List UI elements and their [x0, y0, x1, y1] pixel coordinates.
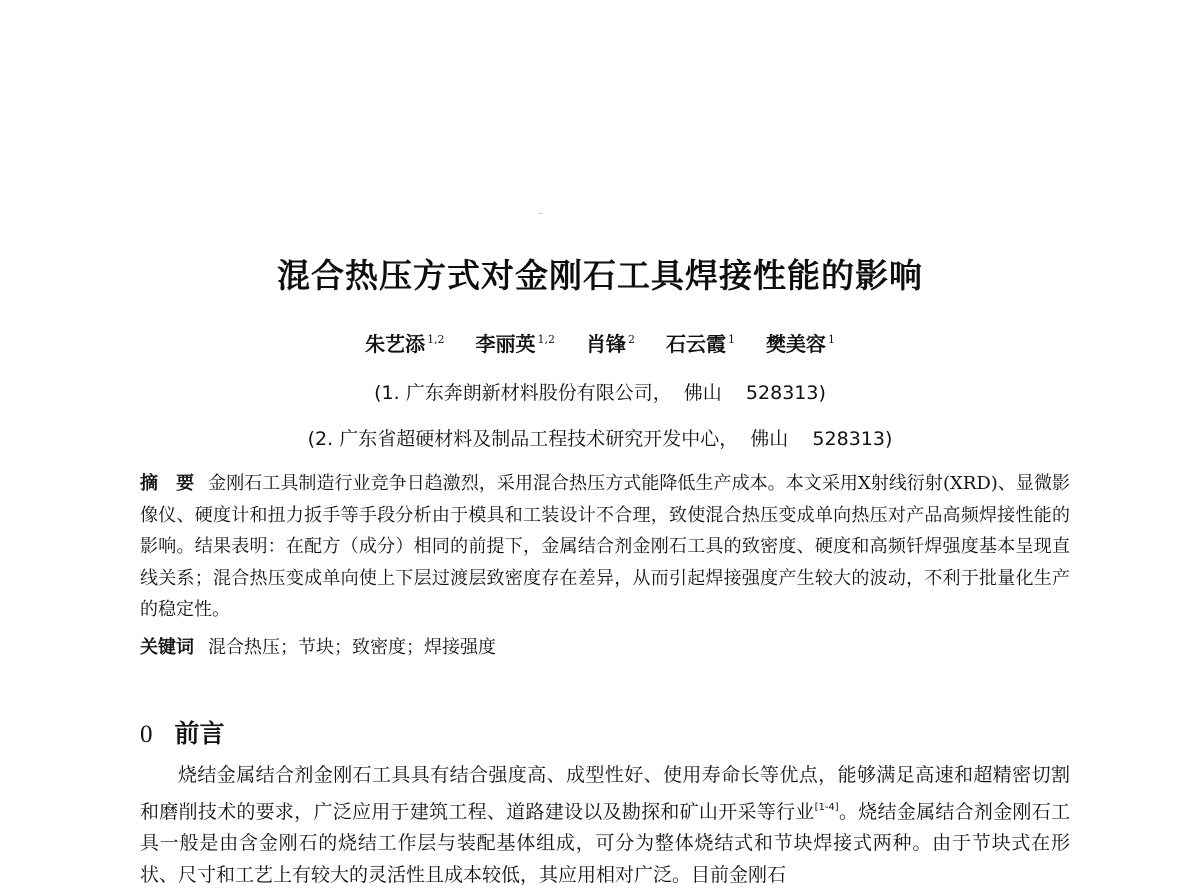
author-name: 朱艺添	[365, 332, 426, 356]
section-heading	[140, 714, 225, 750]
citation-ref: [1-4]	[814, 801, 839, 813]
author-name: 肖锋	[586, 332, 626, 356]
scan-speck	[539, 213, 542, 214]
abstract-label: 摘 要	[140, 473, 195, 494]
keywords-text: 混合热压；节块；致密度；焊接强度	[208, 637, 496, 658]
keywords-label: 关键词	[140, 637, 194, 658]
author-name: 樊美容	[765, 332, 826, 356]
author-name: 石云霞	[665, 332, 726, 356]
paper-title: 混合热压方式对金刚石工具焊接性能的影响	[277, 256, 923, 295]
author	[476, 328, 556, 357]
abstract	[140, 468, 1070, 626]
section-title: 前言	[174, 719, 225, 748]
intro-text-a: 烧结金属结合剂金刚石工具具有结合强度高、成型性好、使用寿命长等优点，能够满足高速和超精密切割和磨削技术的要求，广泛应用于建筑工程、道路建设以及勘探和矿山开采等行业	[140, 764, 1070, 823]
author	[586, 328, 635, 357]
abstract-text: 金刚石工具制造行业竞争日趋激烈，采用混合热压方式能降低生产成本。本文采用X射线衍射(XRD)、显微影像仪、硬度计和扭力扳手等手段分析由于模具和工装设计不合理，致使混合热压变成单向热压对产品高频焊接性能的影响。结果表明：在配方（成分）相同的前提下，金属结合剂金刚石工具的致密度、硬度和高频钎焊强度基本呈现直线关系；混合热压变成单向使上下层过渡层致密度存在差异，从而引起焊接强度产生较大的波动，不利于批量化生产的稳定性。	[140, 473, 1071, 620]
author-affiliation-mark: 1,2	[427, 333, 445, 346]
affiliation-2: (2. 广东省超硬材料及制品工程技术研究开发中心， 佛山 528313)	[307, 428, 893, 450]
author-name: 李丽英	[475, 332, 536, 356]
affiliation-1: (1. 广东奔朗新材料股份有限公司， 佛山 528313)	[374, 382, 826, 404]
intro-paragraph	[140, 760, 1070, 891]
author	[666, 328, 735, 357]
author-affiliation-mark: 1	[727, 333, 735, 346]
author-list	[0, 328, 1200, 357]
author-affiliation-mark: 2	[628, 333, 635, 346]
intro-text-b: 。烧结金属结合剂金刚石工具一般是由含金刚石的烧结工作层与装配基体组成，可分为整体烧结式和节块焊接式两种。由于节块式在形状、尺寸和工艺上有较大的灵活性且成本较低，其应用相对广泛。目前金刚石	[140, 800, 1070, 886]
author	[766, 328, 835, 357]
author-affiliation-mark: 1,2	[537, 333, 556, 346]
section-number: 0	[140, 721, 153, 748]
author-affiliation-mark: 1	[827, 333, 835, 346]
keywords	[140, 633, 1070, 659]
author	[365, 328, 445, 357]
